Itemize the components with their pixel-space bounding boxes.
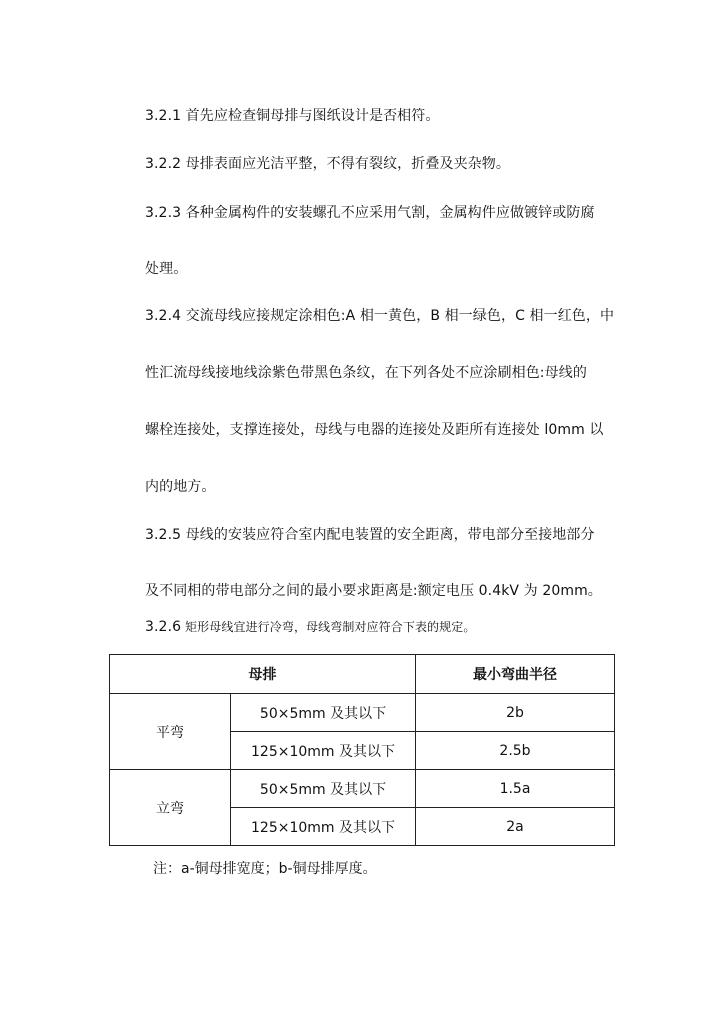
paragraph-3-2-4-line-4: 内的地方。 <box>145 479 216 495</box>
size-cell: 125×10mm 及其以下 <box>231 732 416 770</box>
size-cell: 50×5mm 及其以下 <box>231 694 416 732</box>
group-label-vertical-bend: 立弯 <box>110 770 231 846</box>
size-cell: 50×5mm 及其以下 <box>231 770 416 808</box>
group-label-flat-bend: 平弯 <box>110 694 231 770</box>
paragraph-3-2-6-text: 矩形母线宜进行冷弯，母线弯制对应符合下表的规定。 <box>185 620 476 634</box>
radius-cell: 1.5a <box>416 770 615 808</box>
table-row <box>110 770 615 808</box>
paragraph-3-2-6 <box>145 618 475 635</box>
paragraph-3-2-4-line-2: 性汇流母线接地线涂紫色带黑色条纹，在下列各处不应涂刷相色:母线的 <box>145 365 587 381</box>
paragraph-3-2-4-line-3: 螺栓连接处，支撑连接处，母线与电器的连接处及距所有连接处 l0mm 以 <box>145 422 604 438</box>
table-row <box>110 694 615 732</box>
paragraph-3-2-5-line-1: 3.2.5 母线的安装应符合室内配电装置的安全距离，带电部分至接地部分 <box>145 527 595 543</box>
header-busbar: 母排 <box>110 655 416 694</box>
paragraph-3-2-2: 3.2.2 母排表面应光洁平整，不得有裂纹，折叠及夹杂物。 <box>145 156 510 172</box>
header-min-bend-radius: 最小弯曲半径 <box>416 655 615 694</box>
table-header-row <box>110 655 615 694</box>
radius-cell: 2.5b <box>416 732 615 770</box>
bending-radius-table <box>109 654 615 846</box>
paragraph-3-2-5-line-2: 及不同相的带电部分之间的最小要求距离是:额定电压 0.4kV 为 20mm。 <box>145 583 602 599</box>
table-note: 注：a-铜母排宽度；b-铜母排厚度。 <box>153 861 377 877</box>
paragraph-3-2-3-line-1: 3.2.3 各种金属构件的安装螺孔不应采用气割，金属构件应做镀锌或防腐 <box>145 205 595 221</box>
paragraph-3-2-4-line-1: 3.2.4 交流母线应接规定涂相色:A 相一黄色，B 相一绿色，C 相一红色，中 <box>145 308 615 324</box>
paragraph-3-2-3-line-2: 处理。 <box>145 261 188 277</box>
paragraph-3-2-6-number: 3.2.6 <box>145 619 182 635</box>
paragraph-3-2-1: 3.2.1 首先应检查铜母排与图纸设计是否相符。 <box>145 108 440 124</box>
radius-cell: 2b <box>416 694 615 732</box>
radius-cell: 2a <box>416 808 615 846</box>
size-cell: 125×10mm 及其以下 <box>231 808 416 846</box>
